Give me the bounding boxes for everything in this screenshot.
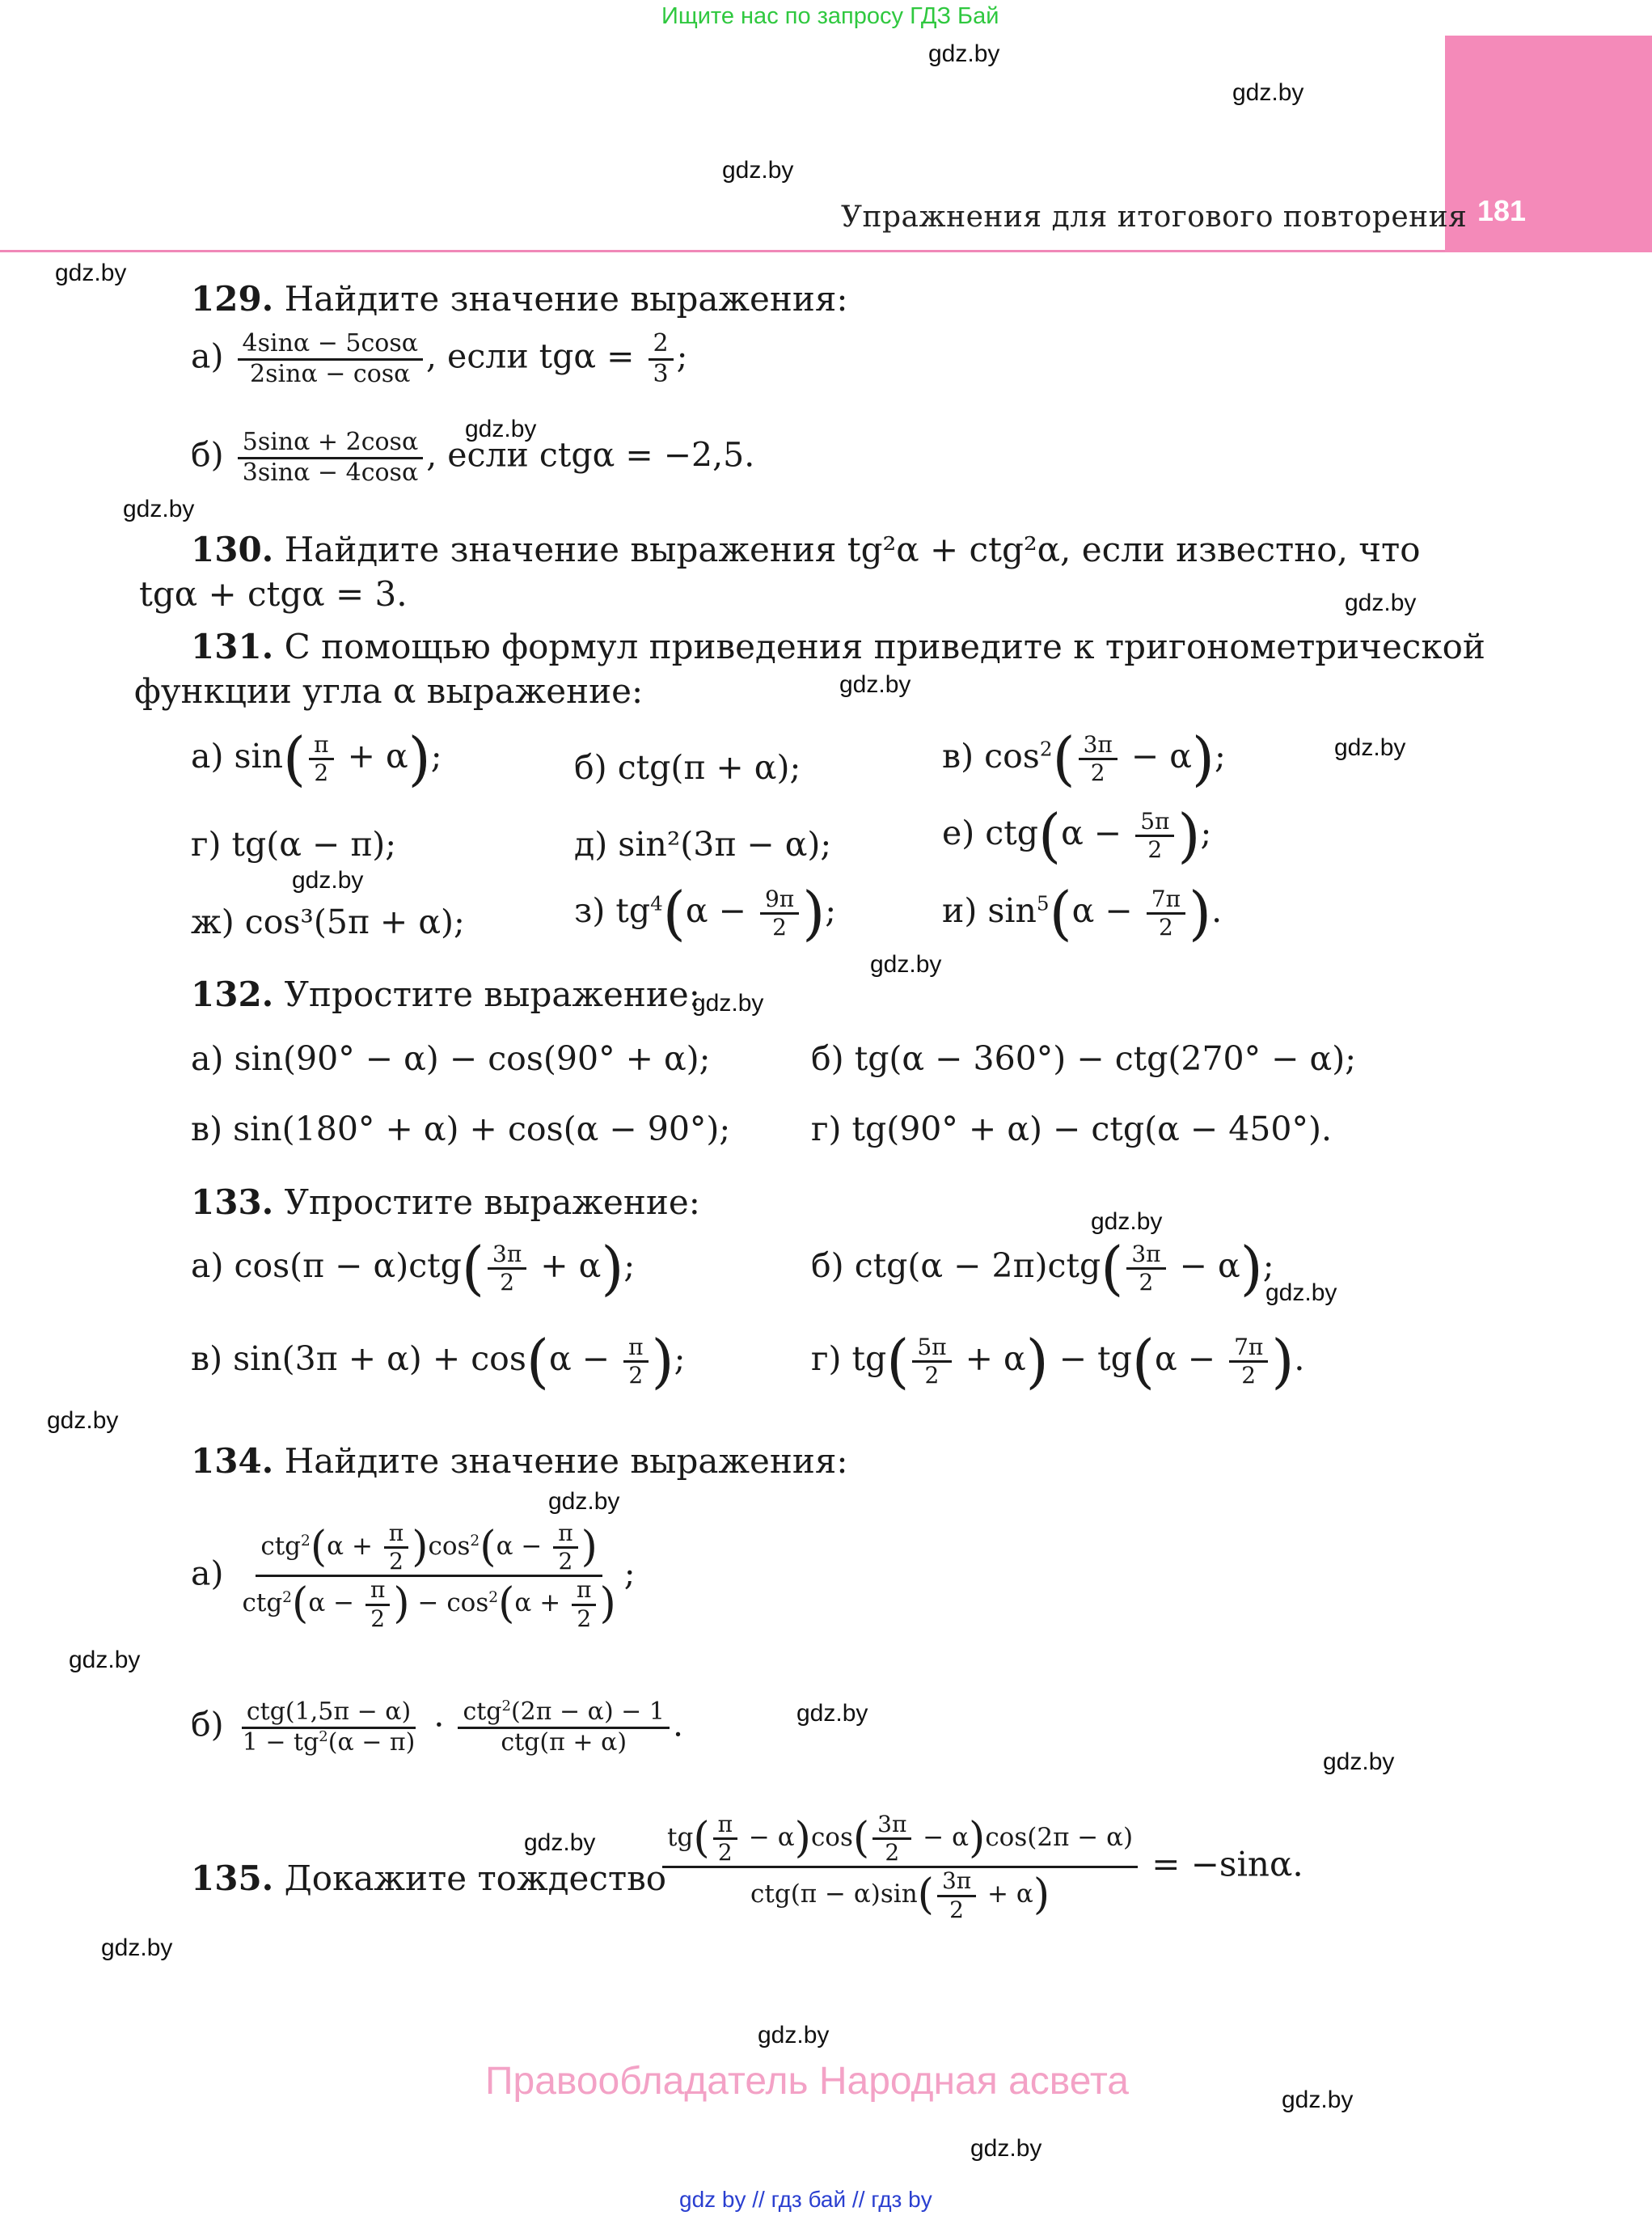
task-131-g: г) tg(α − π);	[191, 825, 397, 864]
watermark: gdz.by	[101, 1934, 173, 1961]
watermark: gdz.by	[758, 2022, 830, 2049]
task-135-identity: tg( $\frac{\pi}{2}$ − α)cos( $\frac{3\pi}{2}$ − α)cos(2π − α) ctg(π − α)sin( $\frac{3\pi}{2}$ + α) = −sinα.	[659, 1812, 1303, 1923]
task-129-heading: 129. Найдите значение выражения:	[191, 279, 848, 319]
running-title: Упражнения для итогового повторения	[841, 201, 1468, 234]
task-132-heading: 132. Упростите выражение:	[191, 975, 700, 1014]
watermark: gdz.by	[548, 1488, 620, 1515]
header-rule	[0, 250, 1445, 252]
task-131-z: з) $tg^4(\alpha$ − $\frac{9\pi}{2}$ );	[574, 878, 837, 947]
top-banner[interactable]: Ищите нас по запросу ГДЗ Бай	[661, 3, 999, 29]
watermark: gdz.by	[524, 1829, 596, 1856]
task-131-zh: ж) cos³(5π + α);	[191, 903, 465, 941]
task-131-d: д) sin²(3π − α);	[574, 825, 832, 864]
page-number: 181	[1477, 194, 1527, 227]
task-132-a: а) sin(90° − α) − cos(90° + α);	[191, 1039, 711, 1078]
task-132-b: б) tg(α − 360°) − ctg(270° − α);	[811, 1039, 1357, 1078]
watermark: gdz.by	[839, 671, 911, 698]
watermark: gdz.by	[722, 157, 794, 184]
task-130-line2: tgα + ctgα = 3.	[139, 574, 408, 614]
watermark: gdz.by	[123, 496, 195, 522]
watermark: gdz.by	[465, 416, 537, 442]
watermark: gdz.by	[1265, 1279, 1337, 1306]
task-135-heading: 135. Докажите тождество	[191, 1858, 667, 1898]
task-131-b: б) ctg(π + α);	[574, 748, 801, 787]
watermark: gdz.by	[1323, 1748, 1395, 1775]
watermark: gdz.by	[1232, 79, 1304, 106]
task-134-a: а) ctg$^2$(α + $\frac{\pi}{2}$ )$\cos^2(\alpha$ − $\frac{\pi}{2}$ ) ctg$^2$(α − $\frac{\pi}{2}$ ) − $\cos^2(\alpha$ + $\frac{\pi}{2}$ ) ;	[191, 1520, 636, 1632]
watermark: gdz.by	[1091, 1208, 1163, 1235]
watermark: gdz.by	[796, 1700, 868, 1727]
task-131-i: и) $\sin^5(\alpha$ − $\frac{7\pi}{2}$ ).	[942, 878, 1223, 947]
task-131-line2: функции угла α выражение:	[134, 671, 644, 711]
task-129-b: б) $\frac{5\sin\alpha + 2\cos\alpha}{3\sin\alpha - 4\cos\alpha}$ , если ctgα = −2,5.	[191, 428, 755, 487]
task-134-heading: 134. Найдите значение выражения:	[191, 1441, 848, 1481]
task-133-heading: 133. Упростите выражение:	[191, 1182, 700, 1222]
watermark: gdz.by	[55, 260, 127, 286]
task-130-heading: 130. Найдите значение выражения tg²α + ctg²α, если известно, что	[191, 530, 1421, 569]
footer-links[interactable]: gdz by // гдз бай // гдз by	[679, 2187, 932, 2212]
watermark: gdz.by	[69, 1647, 141, 1673]
watermark: gdz.by	[47, 1407, 119, 1434]
task-131-v: в) $\cos^2$( $\frac{3\pi}{2}$ − α);	[942, 724, 1226, 793]
task-132-v: в) sin(180° + α) + cos(α − 90°);	[191, 1110, 731, 1148]
watermark: gdz.by	[692, 990, 764, 1017]
watermark: gdz.by	[292, 867, 364, 894]
task-133-g: г) tg( $\frac{5\pi}{2}$ + α) − tg(α − $\frac{7\pi}{2}$ ).	[811, 1326, 1305, 1395]
watermark: gdz.by	[928, 40, 1000, 67]
task-134-b: б) $\frac{\text{ctg(1,5π − α)}}{1 - tg^2(\alpha - \pi)}$ · $\frac{ctg^2(2\pi - \alpha) - 1}{\text{ctg(π + α)}}$ .	[191, 1698, 683, 1757]
task-132-g: г) tg(90° + α) − ctg(α − 450°).	[811, 1110, 1332, 1148]
watermark: gdz.by	[870, 951, 942, 978]
task-129-a: а) $\frac{4\sin\alpha - 5\cos\alpha}{2\sin\alpha - \cos\alpha}$ , если tgα = $\frac{2}{3}$ ;	[191, 329, 688, 388]
watermark: gdz.by	[1345, 590, 1417, 616]
task-131-heading: 131. С помощью формул приведения приведите к тригонометрической	[191, 627, 1485, 666]
watermark: gdz.by	[1282, 2087, 1354, 2113]
task-133-v: в) sin(3π + α) + cos(α − $\frac{\pi}{2}$ );	[191, 1326, 686, 1395]
copyright-notice: Правообладатель Народная асвета	[485, 2060, 1129, 2103]
task-133-b: б) ctg(α − 2π)ctg( $\frac{3\pi}{2}$ − α);	[811, 1233, 1274, 1302]
task-133-a: а) cos(π − α)ctg( $\frac{3\pi}{2}$ + α);	[191, 1233, 636, 1302]
task-131-e: е) ctg(α − $\frac{5\pi}{2}$ );	[942, 801, 1212, 869]
watermark: gdz.by	[1334, 734, 1406, 761]
watermark: gdz.by	[970, 2135, 1042, 2162]
task-131-a: а) sin( $\frac{\pi}{2}$ + α);	[191, 724, 442, 793]
